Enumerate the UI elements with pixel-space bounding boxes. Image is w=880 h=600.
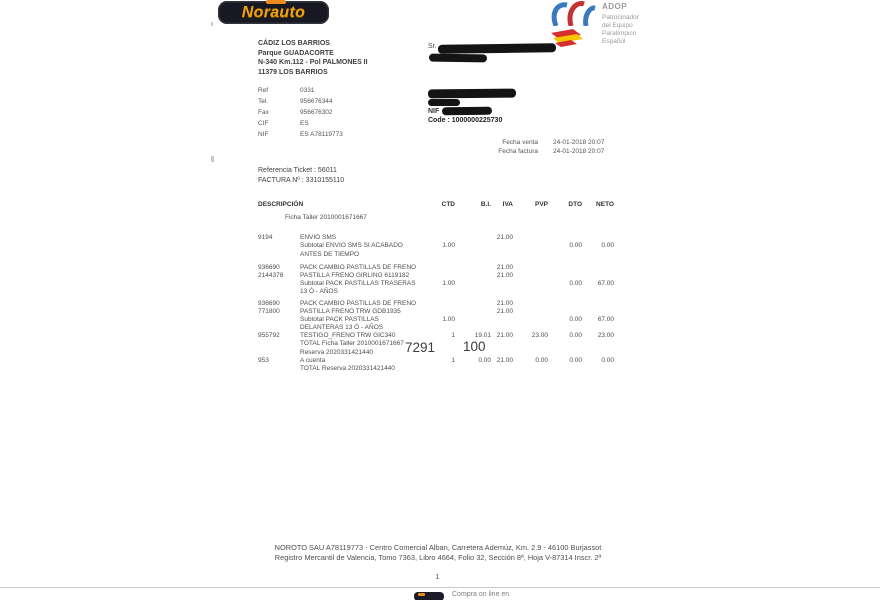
item-ctd: 1.00 bbox=[442, 242, 455, 250]
customer-nif-label: NIF bbox=[428, 108, 440, 115]
item-iva bbox=[491, 251, 513, 259]
item-neto: 67.00 bbox=[597, 280, 614, 288]
item-ctd bbox=[421, 251, 455, 259]
item-iva: 21.00 bbox=[496, 307, 513, 315]
item-code: 2144378 bbox=[258, 271, 284, 279]
item-description: DELANTERAS 13 Ó - AÑOS bbox=[300, 324, 384, 332]
redaction-bar bbox=[438, 43, 556, 54]
store-address-line: Parque GUADACORTE bbox=[258, 49, 334, 57]
item-code: 955792 bbox=[258, 332, 280, 340]
item-code bbox=[258, 365, 300, 373]
overlay-annotation-right: 100 bbox=[463, 339, 486, 354]
item-ctd bbox=[421, 234, 455, 242]
item-bi bbox=[455, 214, 491, 222]
item-dto bbox=[548, 264, 582, 272]
item-code: 771800 bbox=[258, 307, 280, 315]
table-line bbox=[258, 308, 618, 316]
date-label: Fecha factura bbox=[498, 148, 538, 155]
overlay-annotation-left: 7291 bbox=[405, 340, 436, 355]
item-iva: 21.00 bbox=[496, 299, 513, 307]
item-pvp bbox=[513, 234, 548, 242]
item-pvp bbox=[513, 214, 548, 222]
item-pvp bbox=[513, 365, 548, 373]
table-line bbox=[258, 272, 618, 280]
column-header-ctd: CTD bbox=[441, 201, 455, 208]
item-code bbox=[258, 340, 300, 348]
item-code: 9194 bbox=[258, 234, 273, 242]
item-iva bbox=[491, 288, 513, 296]
item-pvp bbox=[513, 308, 548, 316]
store-address-line: CÁDIZ LOS BARRIOS bbox=[258, 40, 330, 47]
table-line bbox=[258, 242, 618, 250]
item-pvp bbox=[513, 300, 548, 308]
item-dto bbox=[548, 365, 582, 373]
contact-label: Tel. bbox=[258, 98, 269, 105]
item-neto bbox=[582, 214, 614, 222]
item-code: 936690 bbox=[258, 299, 280, 307]
contact-label: NIF bbox=[258, 131, 269, 138]
contact-details bbox=[258, 85, 343, 140]
scan-artifact bbox=[211, 22, 213, 26]
item-iva bbox=[491, 280, 513, 288]
norauto-logo-roof-accent bbox=[266, 0, 286, 4]
dates-block bbox=[478, 138, 604, 156]
item-bi: 0.00 bbox=[478, 356, 491, 364]
item-bi bbox=[455, 234, 491, 242]
references-block bbox=[258, 166, 344, 185]
item-dto bbox=[548, 340, 582, 348]
item-dto bbox=[548, 349, 582, 357]
contact-label: CIF bbox=[258, 120, 269, 127]
item-neto bbox=[582, 251, 614, 259]
item-code bbox=[258, 242, 300, 250]
item-dto: 0.00 bbox=[569, 242, 582, 250]
item-code bbox=[258, 316, 300, 324]
store-address-line: N-340 Km.112 - Pol PALMONES II bbox=[258, 59, 368, 67]
item-iva bbox=[491, 324, 513, 332]
item-ctd bbox=[421, 324, 455, 332]
contact-value: ES bbox=[300, 120, 309, 127]
date-row bbox=[478, 147, 604, 156]
contact-value: ES A78119773 bbox=[300, 131, 343, 138]
item-description: Subtotal ENVIO SMS SI ACABADO bbox=[300, 242, 403, 250]
item-code bbox=[258, 324, 300, 332]
date-value: 24-01-2018 20:07 bbox=[553, 139, 605, 146]
item-bi bbox=[455, 288, 491, 296]
item-dto bbox=[548, 272, 582, 280]
item-iva: 21.00 bbox=[496, 271, 513, 279]
item-description: Subtotal PACK PASTILLAS TRASERAS bbox=[300, 280, 416, 288]
redaction-bar bbox=[442, 107, 492, 116]
item-ctd bbox=[421, 300, 455, 308]
table-line bbox=[258, 214, 618, 222]
contact-label: Fax bbox=[258, 109, 269, 116]
item-ctd: 1.00 bbox=[442, 315, 455, 323]
date-label: Fecha venta bbox=[502, 139, 538, 146]
item-pvp bbox=[513, 349, 548, 357]
column-header-bi: B.I. bbox=[480, 201, 491, 208]
item-iva bbox=[491, 214, 513, 222]
contact-label: Ref bbox=[258, 87, 269, 94]
table-line bbox=[258, 340, 618, 348]
item-ctd: 1.00 bbox=[442, 280, 455, 288]
item-neto bbox=[582, 272, 614, 280]
redaction-bar bbox=[428, 99, 460, 106]
customer-salutation: Sr. bbox=[428, 43, 437, 50]
item-ctd bbox=[421, 365, 455, 373]
item-description: PACK CAMBIO PASTILLAS DE FRENO bbox=[300, 299, 417, 307]
page-number: 1 bbox=[435, 574, 440, 581]
invoice-number: FACTURA Nº : 3310155110 bbox=[258, 176, 345, 184]
item-description: PACK CAMBIO PASTILLAS DE FRENO bbox=[300, 263, 417, 271]
column-header-descripcion: DESCRIPCIÓN bbox=[258, 201, 304, 208]
table-line bbox=[258, 264, 618, 272]
item-pvp bbox=[513, 242, 548, 250]
item-neto bbox=[582, 264, 614, 272]
item-iva: 21.00 bbox=[496, 356, 513, 364]
item-pvp bbox=[513, 324, 548, 332]
item-description: ANTES DE TIEMPO bbox=[300, 250, 360, 258]
item-neto bbox=[582, 349, 614, 357]
item-pvp: 23.00 bbox=[531, 332, 548, 340]
item-pvp bbox=[513, 264, 548, 272]
item-iva bbox=[491, 242, 513, 250]
redaction-bar bbox=[428, 89, 516, 99]
item-description: TESTIGO_FRENO TRW GIC340 bbox=[300, 332, 396, 340]
line-items-table bbox=[258, 200, 618, 373]
item-iva bbox=[491, 349, 513, 357]
footer-company-line: NOROTO SAU A78119773 - Centro Comercial Alban, Carretera Ademúz, Km. 2.9 - 46100 Burjassot bbox=[274, 543, 602, 552]
item-bi bbox=[455, 365, 491, 373]
item-neto bbox=[582, 300, 614, 308]
item-pvp bbox=[513, 251, 548, 259]
item-dto bbox=[548, 300, 582, 308]
column-header-iva: IVA bbox=[502, 201, 513, 208]
item-description: PASTILLA FRENO TRW GDB1935 bbox=[300, 307, 401, 315]
item-dto: 0.00 bbox=[569, 315, 582, 323]
redaction-bar bbox=[429, 54, 487, 63]
ticket-reference: Referencia Ticket : 56011 bbox=[258, 167, 337, 174]
item-dto: 0.00 bbox=[569, 356, 582, 364]
item-code bbox=[258, 349, 300, 357]
item-ctd: 1 bbox=[451, 356, 455, 364]
item-description: Reserva 2020331421440 bbox=[300, 348, 374, 356]
item-description: TOTAL Ficha Taller 2010001671667 bbox=[300, 340, 404, 348]
item-dto bbox=[548, 308, 582, 316]
item-iva bbox=[491, 316, 513, 324]
store-address bbox=[258, 39, 368, 77]
contact-row bbox=[258, 107, 343, 118]
footer-registry-line: Registro Mercantil de Valencia, Tomo 7363, Libro 4664, Folio 32, Sección 8ª, Hoja V-87314 Inscr. 2ª bbox=[274, 553, 602, 562]
item-ctd: 1 bbox=[451, 332, 455, 340]
item-ctd bbox=[421, 214, 455, 222]
item-iva bbox=[491, 365, 513, 373]
item-iva: 21.00 bbox=[496, 234, 513, 242]
contact-value: 956676302 bbox=[300, 109, 333, 116]
customer-code: Code : 1000000225730 bbox=[428, 117, 503, 124]
item-description: A cuenta bbox=[300, 356, 326, 364]
item-neto bbox=[582, 288, 614, 296]
item-pvp bbox=[513, 288, 548, 296]
item-pvp bbox=[513, 316, 548, 324]
table-line bbox=[258, 234, 618, 242]
item-code: 936690 bbox=[258, 263, 280, 271]
table-line bbox=[258, 288, 618, 296]
paralympic-agitos-icon bbox=[548, 0, 596, 26]
item-neto bbox=[582, 308, 614, 316]
table-line bbox=[258, 324, 618, 332]
item-description: ENVIO SMS bbox=[300, 234, 337, 242]
item-ctd bbox=[421, 264, 455, 272]
item-code bbox=[258, 288, 300, 296]
contact-value: 956676344 bbox=[300, 98, 333, 105]
item-bi bbox=[455, 242, 491, 250]
contact-row bbox=[258, 96, 343, 107]
item-ctd bbox=[421, 288, 455, 296]
item-ctd bbox=[421, 272, 455, 280]
item-description: TOTAL Reserva 2020331421440 bbox=[300, 365, 395, 372]
adop-sponsor-line: Español bbox=[602, 38, 626, 45]
bottom-separator bbox=[0, 587, 880, 588]
item-description: 13 Ó - AÑOS bbox=[300, 288, 338, 296]
item-neto bbox=[582, 365, 614, 373]
contact-row bbox=[258, 85, 343, 96]
adop-sponsor-line: Paralímpico bbox=[602, 30, 637, 37]
item-neto bbox=[582, 234, 614, 242]
contact-row bbox=[258, 129, 343, 140]
norauto-logo bbox=[218, 1, 329, 24]
item-bi bbox=[455, 251, 491, 259]
item-bi bbox=[455, 308, 491, 316]
item-pvp bbox=[513, 272, 548, 280]
item-neto bbox=[582, 324, 614, 332]
item-pvp bbox=[513, 280, 548, 288]
bottom-cutoff-logo-accent-icon bbox=[418, 593, 425, 596]
item-bi bbox=[455, 324, 491, 332]
norauto-logo-text: Norauto bbox=[241, 3, 306, 21]
table-line bbox=[258, 251, 618, 259]
bottom-cutoff-text: Compra on line en bbox=[452, 591, 510, 598]
item-code: 953 bbox=[258, 356, 269, 364]
adop-title: ADOP bbox=[602, 2, 628, 11]
table-line bbox=[258, 357, 618, 365]
adop-sponsor-line: Patrocinador bbox=[602, 14, 639, 21]
column-header-neto: NETO bbox=[596, 201, 614, 208]
item-neto bbox=[582, 340, 614, 348]
table-line bbox=[258, 365, 618, 373]
item-bi bbox=[455, 280, 491, 288]
item-iva: 21.00 bbox=[496, 263, 513, 271]
column-header-pvp: PVP bbox=[534, 201, 548, 208]
item-neto: 0.00 bbox=[601, 356, 614, 364]
item-dto bbox=[548, 251, 582, 259]
item-bi bbox=[455, 272, 491, 280]
item-pvp: 0.00 bbox=[535, 356, 548, 364]
contact-row bbox=[258, 118, 343, 129]
item-neto: 23.00 bbox=[597, 332, 614, 340]
item-neto: 0.00 bbox=[601, 242, 614, 250]
spain-flag-arrow-icon bbox=[551, 27, 585, 47]
contact-value: 0331 bbox=[300, 87, 315, 94]
item-bi bbox=[455, 316, 491, 324]
table-line bbox=[258, 349, 618, 357]
store-address-line: 11379 LOS BARRIOS bbox=[258, 68, 328, 76]
item-dto bbox=[548, 324, 582, 332]
item-code bbox=[258, 251, 300, 259]
item-dto bbox=[548, 288, 582, 296]
table-line bbox=[258, 316, 618, 324]
footer-legal-block bbox=[212, 543, 664, 563]
table-header-row bbox=[258, 200, 618, 210]
item-description: PASTILLA FRENO GIRLING 6119182 bbox=[300, 271, 410, 279]
item-bi: 19.01 bbox=[474, 332, 491, 340]
item-code bbox=[258, 280, 300, 288]
item-dto bbox=[548, 214, 582, 222]
scan-artifact bbox=[211, 156, 214, 162]
item-description: Ficha Taller 2010001671667 bbox=[285, 214, 367, 221]
item-dto bbox=[548, 234, 582, 242]
item-neto: 67.00 bbox=[597, 315, 614, 323]
item-bi bbox=[455, 264, 491, 272]
item-bi bbox=[455, 300, 491, 308]
item-description: Subtotal PACK PASTILLAS bbox=[300, 315, 379, 323]
item-dto: 0.00 bbox=[569, 332, 582, 340]
item-pvp bbox=[513, 340, 548, 348]
item-iva bbox=[491, 340, 513, 348]
column-header-dto: DTO bbox=[568, 201, 582, 208]
item-dto: 0.00 bbox=[569, 280, 582, 288]
date-row bbox=[478, 138, 604, 147]
date-value: 24-01-2018 20:07 bbox=[553, 148, 605, 155]
item-iva: 21.00 bbox=[496, 332, 513, 340]
item-ctd bbox=[421, 308, 455, 316]
table-line bbox=[258, 300, 618, 308]
adop-sponsor-line: del Equipo bbox=[602, 22, 633, 29]
table-line bbox=[258, 332, 618, 340]
